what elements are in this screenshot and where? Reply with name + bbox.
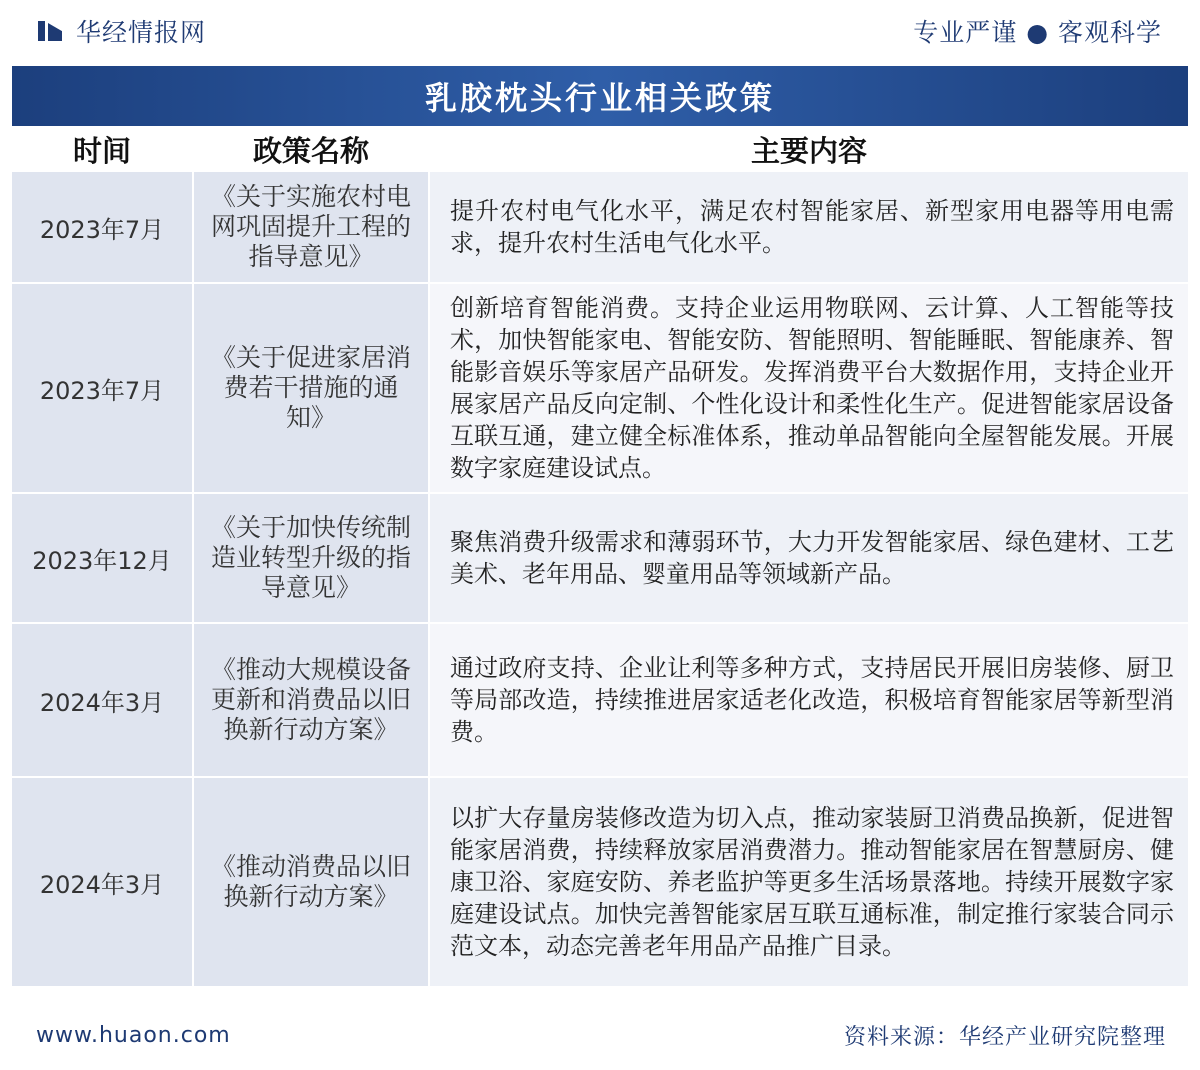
row-date: 2024年3月 — [12, 778, 192, 986]
column-header-content: 主要内容 — [750, 133, 867, 168]
source-note: 资料来源：华经产业研究院整理 — [843, 1024, 1166, 1050]
table-row — [12, 778, 1188, 986]
page-title: 乳胶枕头行业相关政策 — [12, 66, 1188, 126]
huajing-logo-icon — [38, 19, 66, 43]
row-content: 聚焦消费升级需求和薄弱环节，大力开发智能家居、绿色建材、工艺美术、老年用品、婴童用品等领域新产品。 — [430, 494, 1188, 622]
row-content: 提升农村电气化水平，满足农村智能家居、新型家用电器等用电需求，提升农村生活电气化水平。 — [430, 172, 1188, 282]
table-header — [12, 128, 1188, 170]
brand — [38, 13, 206, 49]
website-link[interactable]: www.huaon.com — [36, 1022, 231, 1048]
row-policy-name: 《推动大规模设备更新和消费品以旧换新行动方案》 — [194, 624, 428, 776]
row-date: 2023年7月 — [12, 172, 192, 282]
row-date: 2024年3月 — [12, 624, 192, 776]
row-date: 2023年12月 — [12, 494, 192, 622]
row-policy-name: 《关于实施农村电网巩固提升工程的指导意见》 — [194, 172, 428, 282]
column-header-time: 时间 — [72, 133, 131, 168]
table-row — [12, 284, 1188, 492]
row-date: 2023年7月 — [12, 284, 192, 492]
column-header-policy: 政策名称 — [252, 133, 369, 168]
top-bar — [0, 0, 1200, 62]
policy-table — [12, 128, 1188, 986]
row-policy-name: 《关于促进家居消费若干措施的通知》 — [194, 284, 428, 492]
row-content: 通过政府支持、企业让利等多种方式，支持居民开展旧房装修、厨卫等局部改造，持续推进居家适老化改造，积极培育智能家居等新型消费。 — [430, 624, 1188, 776]
row-content: 创新培育智能消费。支持企业运用物联网、云计算、人工智能等技术，加快智能家电、智能安防、智能照明、智能睡眠、智能康养、智能影音娱乐等家居产品研发。发挥消费平台大数据作用，支持企业开展家居产品反向定制、个性化设计和柔性化生产。促进智能家居设备互联互通，建立健全标准体系，推动单品智能向全屋智能发展。开展数字家庭建设试点。 — [430, 284, 1188, 492]
footer — [0, 1000, 1200, 1070]
table-row — [12, 172, 1188, 282]
row-policy-name: 《推动消费品以旧换新行动方案》 — [194, 778, 428, 986]
table-row — [12, 494, 1188, 622]
row-policy-name: 《关于加快传统制造业转型升级的指导意见》 — [194, 494, 428, 622]
table-row — [12, 624, 1188, 776]
brand-name: 华经情报网 — [76, 18, 207, 47]
slogan: 专业严谨 ● 客观科学 — [913, 18, 1162, 47]
row-content: 以扩大存量房装修改造为切入点，推动家装厨卫消费品换新，促进智能家居消费，持续释放家居消费潜力。推动智能家居在智慧厨房、健康卫浴、家庭安防、养老监护等更多生活场景落地。持续开展数字家庭建设试点。加快完善智能家居互联互通标准，制定推行家装合同示范文本，动态完善老年用品产品推广目录。 — [430, 778, 1188, 986]
